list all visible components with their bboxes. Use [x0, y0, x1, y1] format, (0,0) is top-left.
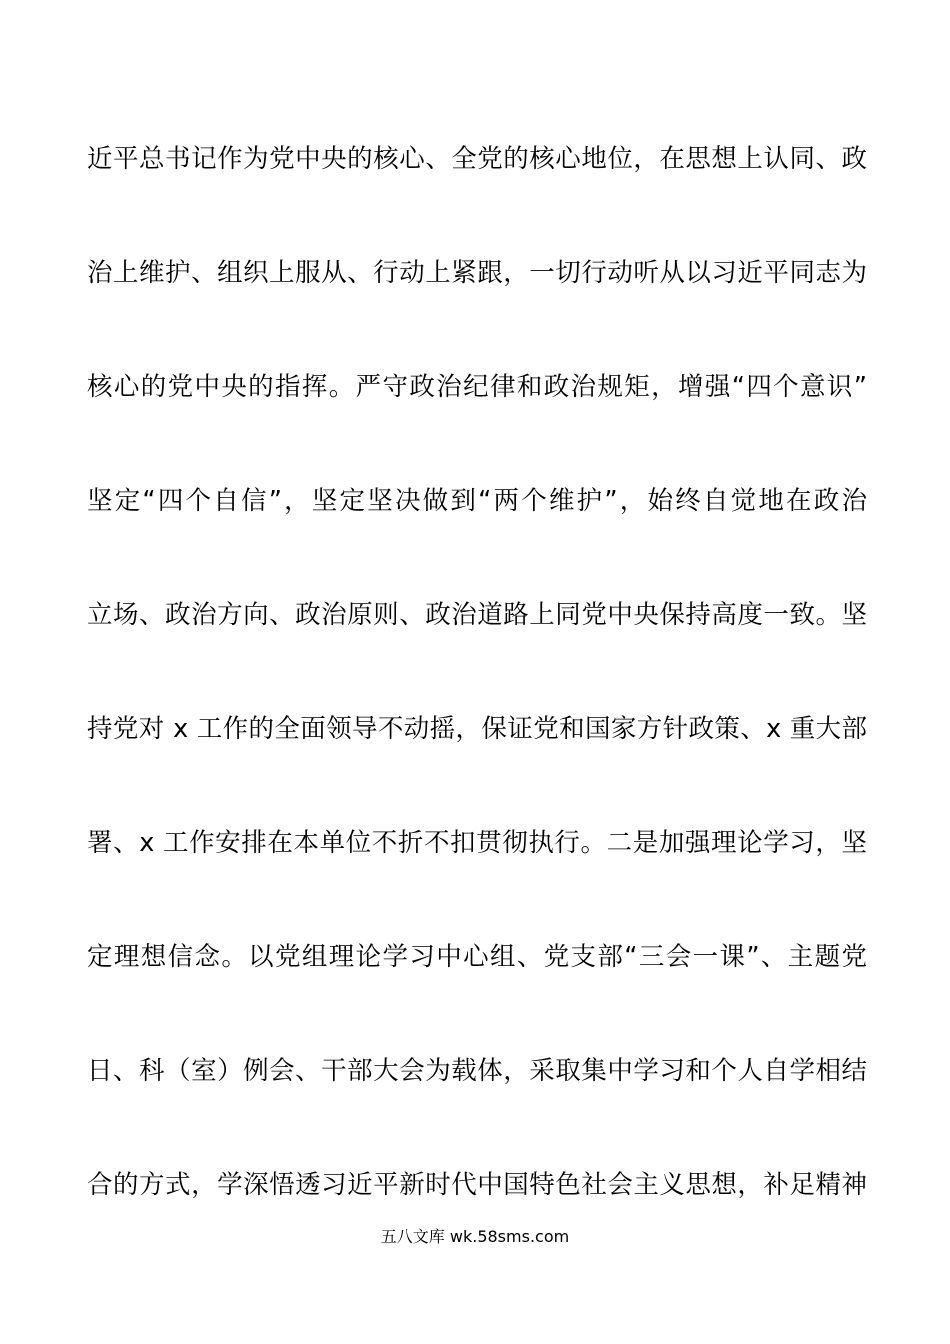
body-text-line: 治上维护、组织上服从、行动上紧跟，一切行动听从以习近平同志为: [87, 258, 867, 288]
body-text-line: 持党对 x 工作的全面领导不动摇，保证党和国家方针政策、x 重大部: [87, 714, 867, 744]
body-text-line: 定理想信念。以党组理论学习中心组、党支部“三会一课”、主题党: [87, 942, 867, 972]
body-text-line: 近平总书记作为党中央的核心、全党的核心地位，在思想上认同、政: [87, 144, 867, 174]
body-text-line: 合的方式，学深悟透习近平新时代中国特色社会主义思想，补足精神: [87, 1170, 867, 1200]
body-text-line: 日、科（室）例会、干部大会为载体，采取集中学习和个人自学相结: [87, 1056, 867, 1086]
footer-watermark: 五八文库 wk.58sms.com: [380, 1227, 570, 1246]
body-text-line: 坚定“四个自信”，坚定坚决做到“两个维护”，始终自觉地在政治: [87, 486, 867, 516]
body-text-line: 署、x 工作安排在本单位不折不扣贯彻执行。二是加强理论学习，坚: [87, 828, 867, 858]
body-text-line: 核心的党中央的指挥。严守政治纪律和政治规矩，增强“四个意识”: [87, 372, 867, 402]
body-text-line: 立场、政治方向、政治原则、政治道路上同党中央保持高度一致。坚: [87, 600, 867, 630]
